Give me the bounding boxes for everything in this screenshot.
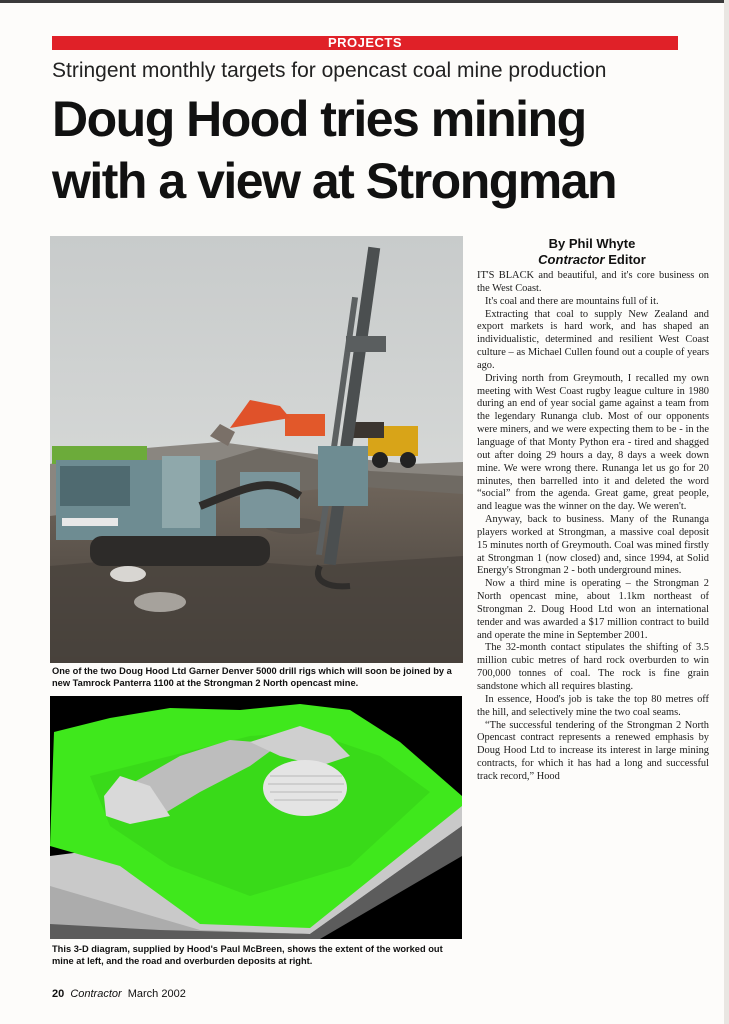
page-footer bbox=[52, 988, 186, 1000]
byline-role-title: Editor bbox=[608, 252, 646, 267]
magazine-name: Contractor bbox=[70, 988, 122, 1000]
diagram-caption: This 3-D diagram, supplied by Hood's Paul McBreen, shows the extent of the worked out mine at left, and the road and overburden deposits at right. bbox=[52, 944, 443, 966]
headline-line-2: with a view at Strongman bbox=[52, 153, 617, 209]
article-paragraph: “The successful tendering of the Strongman 2 North Opencast contract represents a renewed emphasis by Doug Hood Ltd to increase its interest in large mining contracts, for which it has had a long and successful track record,” Hood bbox=[477, 719, 709, 782]
top-rule bbox=[0, 0, 729, 3]
subheadline: Stringent monthly targets for opencast coal mine production bbox=[52, 59, 607, 82]
article-paragraph: IT'S BLACK and beautiful, and it's core business on the West Coast. bbox=[477, 270, 709, 294]
article-paragraph: Driving north from Greymouth, I recalled my own meeting with West Coast rugby league culture in 1980 during an end of year social game against a team from the legendary Runanga club. Most of our opponents were miners, and we were expecting them to be - in the language of that Monty Python era - tired and shagged out after doing 29 hours a day, 8 days a week down mine. We were wrong there. Runanga let us go for 20 minutes, then barrelled into it and deleted the word “social” from the agenda. Great game, great people, and league was the winner on the day. We weren't. bbox=[477, 372, 709, 513]
byline-role bbox=[476, 252, 708, 268]
article-paragraph: Now a third mine is operating – the Strongman 2 North opencast mine, about 1.1km northeast of Strongman 2. Doug Hood Ltd won an international tender and was awarded a $17 million contract to build and operate the mine in September 2001. bbox=[477, 578, 709, 641]
drill-rig-photo bbox=[50, 236, 463, 663]
article-paragraph: In essence, Hood's job is take the top 80 metres off the hill, and selectively mine the two coal seams. bbox=[477, 693, 709, 718]
page-number: 20 bbox=[52, 988, 65, 1000]
issue-date: March 2002 bbox=[127, 988, 186, 1000]
mine-3d-diagram bbox=[50, 696, 462, 939]
page-edge bbox=[724, 0, 729, 1024]
article-paragraph: The 32-month contact stipulates the shifting of 3.5 million cubic metres of hard rock overburden to win 700,000 tonnes of coal. The rock is fine grain sandstone which all requires blasting. bbox=[477, 642, 709, 692]
article-paragraph: Anyway, back to business. Many of the Runanga players worked at Strongman, a massive coal deposit 15 minutes north of Greymouth. Coal was mined firstly at Strongman 1 (now closed) and, since 1994, at Solid Energy's Strongman 2 - both underground mines. bbox=[477, 514, 709, 577]
photo-caption: One of the two Doug Hood Ltd Garner Denver 5000 drill rigs which will soon be joined by a new Tamrock Panterra 1100 at the Strongman 2 North opencast mine. bbox=[52, 666, 452, 688]
article-paragraph: Extracting that coal to supply New Zealand and export markets is hard work, and has shaped an individualistic, determined and resilient West Coast culture – as Michael Cullen found out a couple of years ago. bbox=[477, 308, 709, 371]
byline-author: By Phil Whyte bbox=[548, 236, 636, 251]
byline-publication: Contractor bbox=[538, 252, 605, 267]
byline bbox=[476, 236, 708, 268]
section-banner: PROJECTS bbox=[52, 36, 678, 50]
article-paragraph: It's coal and there are mountains full of it. bbox=[485, 295, 659, 307]
headline-line-1: Doug Hood tries mining bbox=[52, 91, 586, 147]
article-body bbox=[477, 270, 709, 784]
headline bbox=[52, 88, 692, 212]
